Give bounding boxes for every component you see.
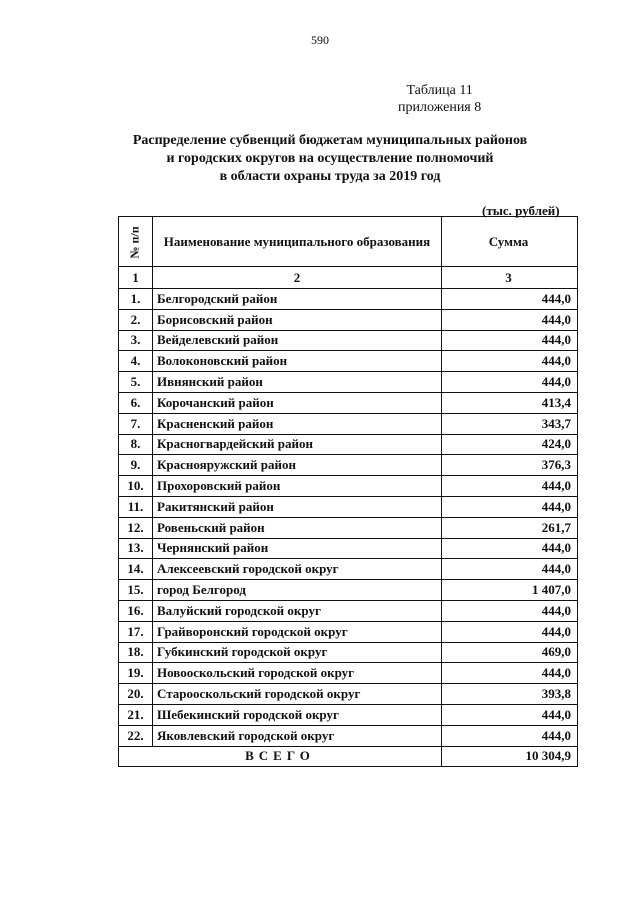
total-sum: 10 304,9	[442, 746, 578, 767]
table-row	[119, 663, 578, 684]
header-name: Наименование муниципального образования	[153, 217, 442, 267]
row-sum: 444,0	[442, 351, 578, 372]
table-row	[119, 476, 578, 497]
row-name: город Белгород	[153, 580, 442, 601]
table-row	[119, 580, 578, 601]
row-number: 17.	[119, 621, 153, 642]
title-line: и городских округов на осуществление полномочий	[166, 151, 494, 166]
title-line: Распределение субвенций бюджетам муниципальных районов	[132, 133, 528, 148]
total-row	[119, 746, 578, 767]
document-title	[100, 132, 560, 186]
row-number: 12.	[119, 517, 153, 538]
row-number: 9.	[119, 455, 153, 476]
row-sum: 393,8	[442, 684, 578, 705]
row-sum: 376,3	[442, 455, 578, 476]
row-number: 7.	[119, 413, 153, 434]
row-sum: 469,0	[442, 642, 578, 663]
table-row	[119, 309, 578, 330]
unit-label: (тыс. рублей)	[482, 203, 560, 218]
row-name: Прохоровский район	[153, 476, 442, 497]
row-number: 8.	[119, 434, 153, 455]
row-number: 19.	[119, 663, 153, 684]
row-sum: 424,0	[442, 434, 578, 455]
table-row	[119, 434, 578, 455]
row-name: Валуйский городской округ	[153, 600, 442, 621]
row-number: 20.	[119, 684, 153, 705]
row-name: Краснояружский район	[153, 455, 442, 476]
row-number: 14.	[119, 559, 153, 580]
row-name: Ракитянский район	[153, 496, 442, 517]
page-number: 590	[311, 33, 329, 47]
table-reference	[398, 82, 481, 116]
row-number: 16.	[119, 600, 153, 621]
row-number: 11.	[119, 496, 153, 517]
table-row	[119, 289, 578, 310]
table-row	[119, 725, 578, 746]
row-name: Яковлевский городской округ	[153, 725, 442, 746]
row-name: Грайворонский городской округ	[153, 621, 442, 642]
header-row	[119, 217, 578, 267]
row-number: 21.	[119, 704, 153, 725]
row-name: Ивнянский район	[153, 372, 442, 393]
row-sum: 413,4	[442, 392, 578, 413]
row-number: 3.	[119, 330, 153, 351]
row-sum: 444,0	[442, 476, 578, 497]
row-name: Вейделевский район	[153, 330, 442, 351]
row-number: 5.	[119, 372, 153, 393]
header-num: № п/п	[119, 217, 153, 267]
row-name: Белгородский район	[153, 289, 442, 310]
total-label: ВСЕГО	[119, 746, 442, 767]
table-row	[119, 372, 578, 393]
table-reference-line: приложения 8	[398, 100, 482, 115]
row-number: 13.	[119, 538, 153, 559]
row-number: 18.	[119, 642, 153, 663]
subsidy-table	[118, 216, 578, 767]
row-number: 15.	[119, 580, 153, 601]
table-row	[119, 517, 578, 538]
row-name: Ровеньский район	[153, 517, 442, 538]
table-row	[119, 684, 578, 705]
row-number: 22.	[119, 725, 153, 746]
table-body	[119, 289, 578, 747]
row-number: 4.	[119, 351, 153, 372]
row-name: Новооскольский городской округ	[153, 663, 442, 684]
row-sum: 444,0	[442, 663, 578, 684]
table-row	[119, 413, 578, 434]
row-name: Старооскольский городской округ	[153, 684, 442, 705]
row-name: Красногвардейский район	[153, 434, 442, 455]
row-sum: 444,0	[442, 309, 578, 330]
row-sum: 1 407,0	[442, 580, 578, 601]
row-name: Алексеевский городской округ	[153, 559, 442, 580]
column-number: 1	[119, 267, 153, 289]
table-reference-line: Таблица 11	[406, 83, 473, 98]
table-row	[119, 621, 578, 642]
table-row	[119, 455, 578, 476]
column-number-row	[119, 267, 578, 289]
row-sum: 444,0	[442, 289, 578, 310]
table-row	[119, 392, 578, 413]
row-name: Чернянский район	[153, 538, 442, 559]
row-sum: 444,0	[442, 725, 578, 746]
table-row	[119, 642, 578, 663]
row-number: 1.	[119, 289, 153, 310]
table-row	[119, 559, 578, 580]
row-sum: 444,0	[442, 600, 578, 621]
table-row	[119, 704, 578, 725]
column-number: 2	[153, 267, 442, 289]
row-number: 2.	[119, 309, 153, 330]
row-sum: 444,0	[442, 538, 578, 559]
row-name: Волоконовский район	[153, 351, 442, 372]
row-name: Шебекинский городской округ	[153, 704, 442, 725]
row-name: Губкинский городской округ	[153, 642, 442, 663]
row-sum: 343,7	[442, 413, 578, 434]
table-row	[119, 330, 578, 351]
row-number: 10.	[119, 476, 153, 497]
row-number: 6.	[119, 392, 153, 413]
row-sum: 444,0	[442, 330, 578, 351]
title-line: в области охраны труда за 2019 год	[219, 169, 441, 184]
row-sum: 261,7	[442, 517, 578, 538]
row-sum: 444,0	[442, 559, 578, 580]
table-row	[119, 600, 578, 621]
table-row	[119, 351, 578, 372]
table-row	[119, 538, 578, 559]
row-name: Красненский район	[153, 413, 442, 434]
row-sum: 444,0	[442, 496, 578, 517]
row-name: Борисовский район	[153, 309, 442, 330]
row-name: Корочанский район	[153, 392, 442, 413]
header-sum: Сумма	[442, 217, 578, 267]
row-sum: 444,0	[442, 621, 578, 642]
row-sum: 444,0	[442, 372, 578, 393]
column-number: 3	[442, 267, 578, 289]
row-sum: 444,0	[442, 704, 578, 725]
table-row	[119, 496, 578, 517]
